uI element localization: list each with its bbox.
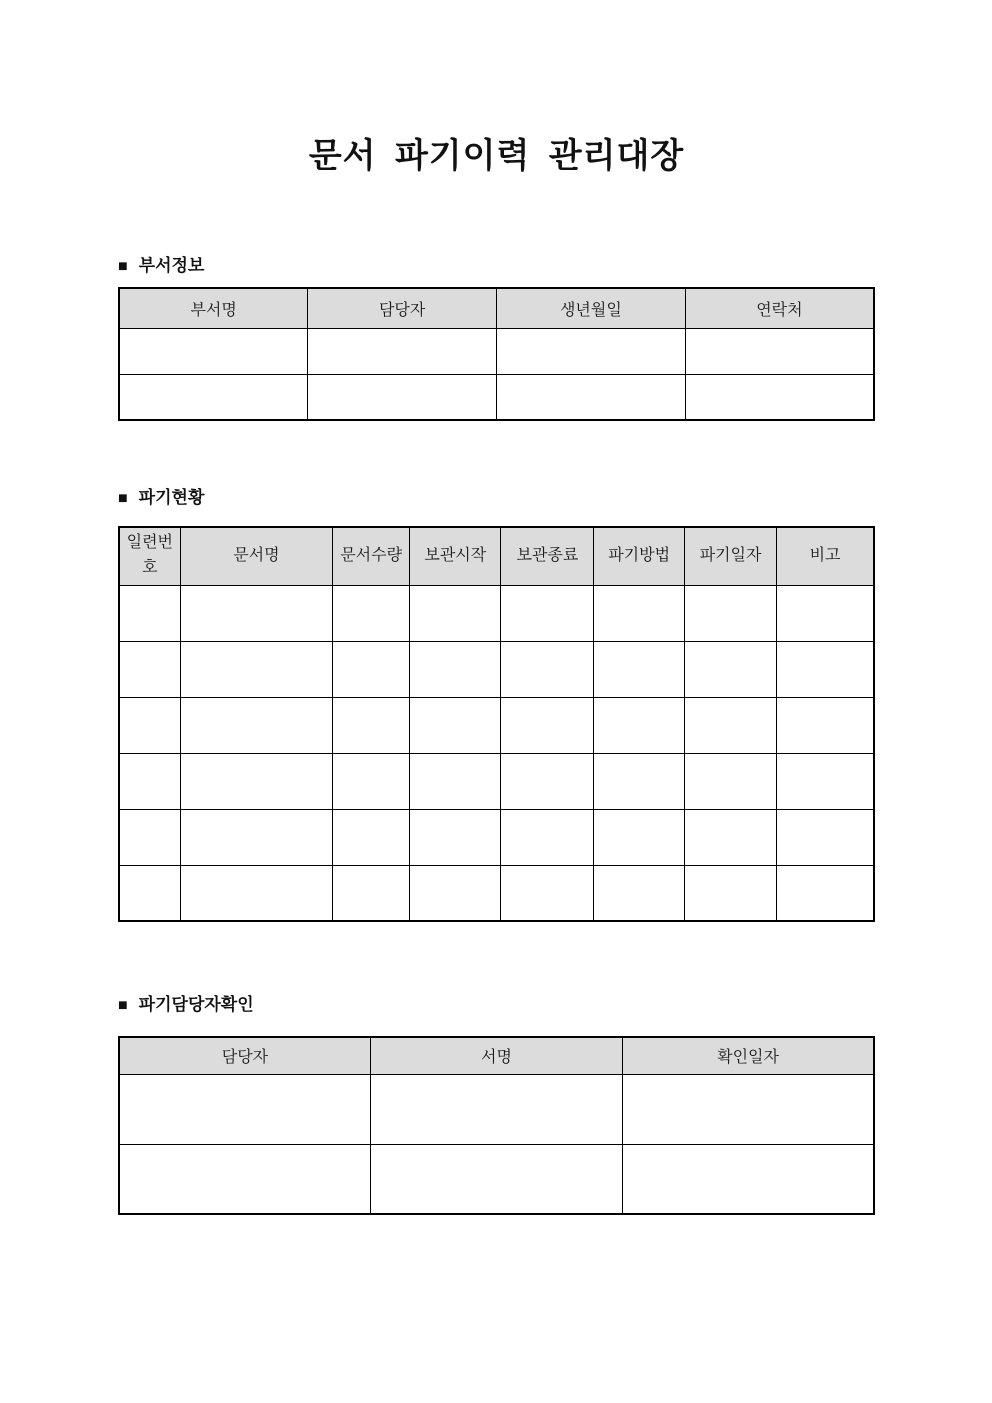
dept-info-table-header [119,288,874,328]
col-manager: 담당자 [119,1037,370,1074]
empty-cell [180,697,333,753]
empty-cell [684,809,776,865]
empty-cell [623,1144,874,1214]
col-doc-name: 문서명 [180,527,333,585]
section-heading-confirmer [118,994,875,1016]
empty-cell [370,1074,622,1144]
header-row [119,527,874,585]
empty-cell [410,865,501,921]
empty-cell [333,809,410,865]
empty-cell [777,809,874,865]
empty-cell [684,753,776,809]
empty-cell [777,585,874,641]
empty-cell [119,753,180,809]
empty-cell [119,809,180,865]
empty-cell [684,585,776,641]
empty-row [119,374,874,420]
empty-cell [180,585,333,641]
empty-cell [684,697,776,753]
empty-cell [410,585,501,641]
empty-row [119,753,874,809]
col-serial-no: 일련번호 [119,527,180,585]
empty-cell [410,809,501,865]
empty-cell [594,865,685,921]
empty-row [119,328,874,374]
empty-row [119,585,874,641]
empty-cell [684,641,776,697]
col-manager: 담당자 [308,288,497,328]
square-bullet-icon: ■ [118,258,128,275]
empty-cell [370,1144,622,1214]
empty-cell [777,753,874,809]
col-storage-start: 보관시작 [410,527,501,585]
empty-cell [594,585,685,641]
square-bullet-icon: ■ [118,997,128,1014]
dept-info-table [118,287,875,421]
empty-cell [623,1074,874,1144]
empty-cell [410,697,501,753]
empty-cell [501,697,594,753]
empty-cell [119,865,180,921]
col-dept-name: 부서명 [119,288,308,328]
empty-cell [594,641,685,697]
section-heading-destruction-status [118,487,875,509]
page-title: 문서 파기이력 관리대장 [308,137,685,175]
header-row [119,1037,874,1074]
empty-cell [119,585,180,641]
empty-cell [119,697,180,753]
document-content [118,0,875,1215]
empty-cell [119,374,308,420]
empty-cell [308,328,497,374]
empty-cell [685,374,874,420]
empty-cell [501,585,594,641]
dept-info-table-body [119,328,874,420]
square-bullet-icon: ■ [118,490,128,507]
col-destroy-date: 파기일자 [684,527,776,585]
empty-cell [119,328,308,374]
empty-cell [333,641,410,697]
empty-cell [501,641,594,697]
section-heading-label: 부서정보 [138,256,205,275]
col-doc-quantity: 문서수량 [333,527,410,585]
col-storage-end: 보관종료 [501,527,594,585]
empty-cell [180,865,333,921]
empty-cell [308,374,497,420]
empty-cell [180,753,333,809]
empty-row [119,641,874,697]
section-heading-dept-info [118,255,875,277]
confirmer-table [118,1036,875,1215]
empty-cell [410,753,501,809]
empty-cell [180,809,333,865]
destruction-history-table [118,526,875,922]
empty-row [119,1074,874,1144]
section-heading-label: 파기담당자확인 [138,995,254,1014]
empty-cell [685,328,874,374]
col-contact: 연락처 [685,288,874,328]
empty-cell [684,865,776,921]
empty-cell [333,865,410,921]
empty-cell [777,697,874,753]
col-remarks: 비고 [777,527,874,585]
section-heading-label: 파기현황 [138,488,205,507]
empty-cell [501,753,594,809]
destruction-history-table-header [119,527,874,585]
destruction-history-table-body [119,585,874,921]
empty-row [119,697,874,753]
empty-cell [333,697,410,753]
confirmer-table-header [119,1037,874,1074]
empty-cell [777,641,874,697]
empty-cell [119,1144,370,1214]
empty-cell [333,753,410,809]
col-confirm-date: 확인일자 [623,1037,874,1074]
confirmer-table-body [119,1074,874,1214]
empty-row [119,809,874,865]
empty-cell [777,865,874,921]
empty-row [119,865,874,921]
col-signature: 서명 [370,1037,622,1074]
empty-cell [333,585,410,641]
empty-cell [410,641,501,697]
empty-cell [180,641,333,697]
empty-cell [594,697,685,753]
empty-cell [594,753,685,809]
header-row [119,288,874,328]
empty-cell [119,1074,370,1144]
col-destroy-method: 파기방법 [594,527,685,585]
empty-cell [501,809,594,865]
empty-cell [497,328,686,374]
empty-cell [501,865,594,921]
empty-cell [594,809,685,865]
empty-cell [497,374,686,420]
col-birth-date: 생년월일 [497,288,686,328]
empty-cell [119,641,180,697]
empty-row [119,1144,874,1214]
